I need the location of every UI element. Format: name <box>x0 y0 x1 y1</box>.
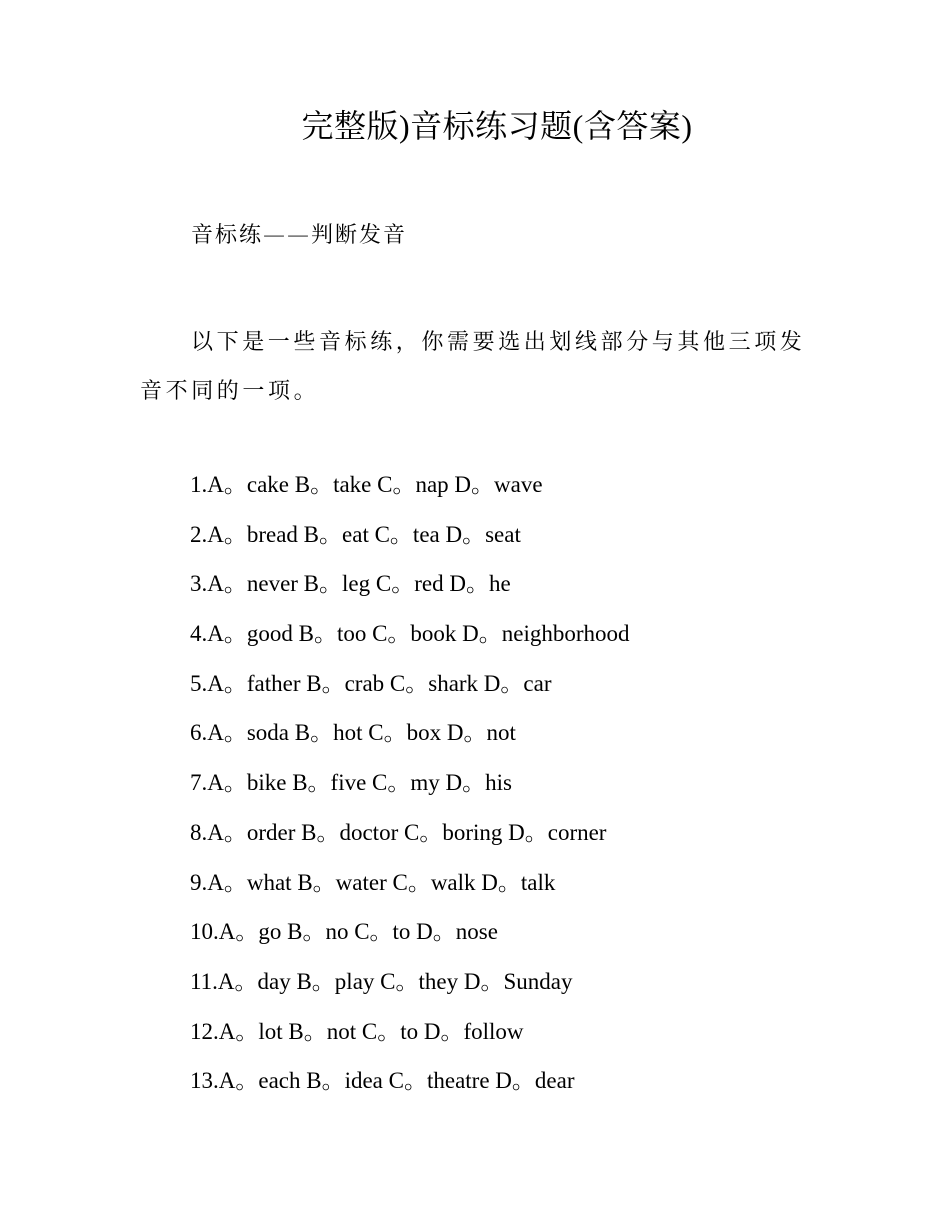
document-title: 完整版)音标练习题(含答案) <box>301 108 693 144</box>
question-item: 5.A。father B。crab C。shark D。car <box>190 670 552 696</box>
question-item: 4.A。good B。too C。book D。neighborhood <box>190 621 630 647</box>
question-item: 9.A。what B。water C。walk D。talk <box>190 869 556 895</box>
question-item: 10.A。go B。no C。to D。nose <box>190 919 498 945</box>
question-item: 8.A。order B。doctor C。boring D。corner <box>190 819 607 845</box>
question-item: 3.A。never B。leg C。red D。he <box>190 571 511 597</box>
question-item: 11.A。day B。play C。they D。Sunday <box>190 968 573 994</box>
instructions-paragraph: 以下是一些音标练，你需要选出划线部分与其他三项发音不同的一项。 <box>140 330 806 404</box>
question-list <box>190 466 630 1112</box>
question-item: 7.A。bike B。five C。my D。his <box>190 770 512 796</box>
question-item: 12.A。lot B。not C。to D。follow <box>190 1018 524 1044</box>
question-item: 6.A。soda B。hot C。box D。not <box>190 720 516 746</box>
question-item: 13.A。each B。idea C。theatre D。dear <box>190 1068 575 1094</box>
question-item: 1.A。cake B。take C。nap D。wave <box>190 472 543 497</box>
question-item: 2.A。bread B。eat C。tea D。seat <box>190 521 521 547</box>
section-heading: 音标练——判断发音 <box>191 223 408 248</box>
